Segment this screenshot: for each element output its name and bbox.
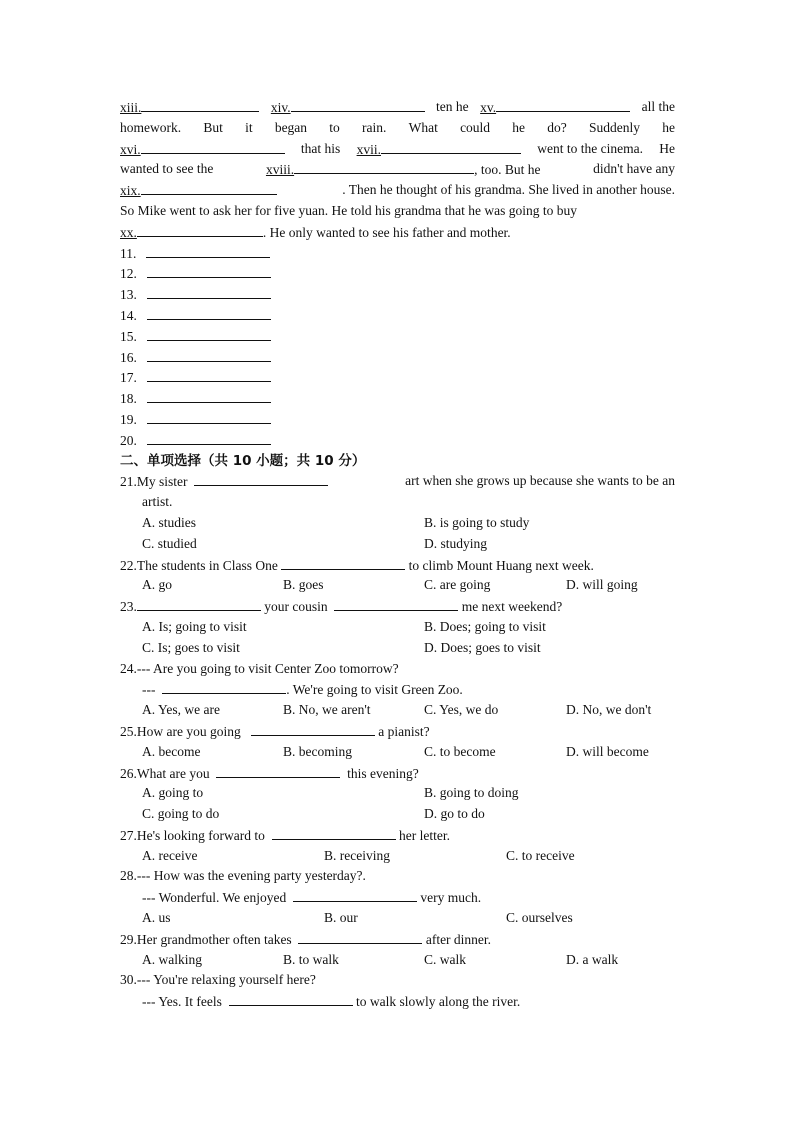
answer-blank[interactable] <box>216 763 340 778</box>
options-23-row-1 <box>120 617 675 638</box>
passage-word: But <box>203 119 223 135</box>
question-text: 29.Her grandmother often takes <box>120 931 292 947</box>
question-23 <box>120 596 675 617</box>
answer-blank[interactable] <box>194 471 328 486</box>
answer-blank[interactable] <box>293 887 417 902</box>
option-a[interactable]: A. become <box>142 743 201 759</box>
answer-blank[interactable] <box>251 721 375 736</box>
option-b[interactable]: B. goes <box>283 577 324 593</box>
option-d[interactable]: D. go to do <box>424 806 485 822</box>
option-b[interactable]: B. No, we aren't <box>283 702 371 718</box>
passage-text: . He only wanted to see his father and mother. <box>262 224 511 240</box>
answer-blank[interactable] <box>229 991 353 1006</box>
question-26 <box>120 763 675 784</box>
option-b[interactable]: B. to walk <box>283 951 339 967</box>
answer-number: 13. <box>120 287 137 303</box>
option-d[interactable]: D. will going <box>566 577 638 593</box>
answer-blank[interactable] <box>334 596 458 611</box>
question-text: 26.What are you <box>120 765 210 781</box>
answer-blank[interactable] <box>147 388 271 403</box>
passage-line-5 <box>120 180 675 201</box>
passage-word: rain. <box>362 119 387 135</box>
question-text: her letter. <box>399 827 451 843</box>
option-c[interactable]: C. walk <box>424 951 466 967</box>
passage-line-7 <box>120 222 675 243</box>
option-a[interactable]: A. Is; going to visit <box>142 618 247 634</box>
question-28-reply <box>120 887 675 908</box>
question-text: 21.My sister <box>120 474 188 490</box>
options-26-row-2 <box>120 804 675 825</box>
passage-text: . Then he thought of his grandma. She lived in another house. <box>342 182 675 198</box>
question-text: a pianist? <box>378 723 430 739</box>
option-d[interactable]: D. No, we don't <box>566 702 652 718</box>
blank-xx[interactable] <box>137 222 263 237</box>
answer-number: 20. <box>120 432 137 448</box>
blank-label-xiii: xiii. <box>120 100 142 115</box>
option-b[interactable]: B. our <box>324 910 358 926</box>
passage-line-3 <box>120 139 675 160</box>
answer-line-18 <box>120 388 675 409</box>
option-a[interactable]: A. walking <box>142 951 202 967</box>
passage-word: Suddenly <box>588 119 640 135</box>
passage-text: He <box>659 140 675 156</box>
option-b[interactable]: B. is going to study <box>424 514 530 530</box>
answer-number: 16. <box>120 349 137 365</box>
blank-xiv[interactable] <box>291 97 425 112</box>
answer-number: 12. <box>120 266 137 282</box>
answer-number: 19. <box>120 411 137 427</box>
option-b[interactable]: B. going to doing <box>424 785 519 801</box>
blank-label-xvii: xvii. <box>356 141 381 157</box>
passage-line-4 <box>120 159 675 180</box>
answer-blank[interactable] <box>147 305 271 320</box>
answer-line-17 <box>120 367 675 388</box>
answer-line-13 <box>120 284 675 305</box>
passage-text: , too. But he <box>474 162 541 178</box>
passage-text: went to the cinema. <box>537 140 643 156</box>
option-a[interactable]: A. studies <box>142 514 196 530</box>
question-text: to walk slowly along the river. <box>356 994 521 1010</box>
options-25 <box>120 742 675 763</box>
answer-line-11 <box>120 243 675 264</box>
worksheet-page <box>120 97 675 1012</box>
answer-blank[interactable] <box>272 825 396 840</box>
passage-text: ten he <box>436 99 469 114</box>
option-c[interactable]: C. ourselves <box>506 910 573 926</box>
answer-number: 15. <box>120 328 137 344</box>
question-25 <box>120 721 675 742</box>
answer-blank[interactable] <box>147 409 271 424</box>
question-text: --- Yes. It feels <box>142 994 222 1010</box>
passage-text: that his <box>300 140 341 156</box>
answer-number: 11. <box>120 245 137 261</box>
blank-xviii[interactable] <box>294 159 474 174</box>
option-a[interactable]: A. Yes, we are <box>142 702 220 718</box>
question-text: your cousin <box>264 599 328 615</box>
option-a[interactable]: A. going to <box>142 785 204 801</box>
option-d[interactable]: D. studying <box>424 535 488 551</box>
passage-word: began <box>274 119 308 135</box>
question-text: to climb Mount Huang next week. <box>408 557 594 573</box>
passage-word: What <box>408 119 438 135</box>
question-text: very much. <box>420 890 482 906</box>
option-c[interactable]: C. to receive <box>506 847 575 863</box>
options-21-row-2 <box>120 534 675 555</box>
blank-label-xviii: xviii. <box>265 162 295 178</box>
question-text: --- <box>142 682 156 698</box>
passage-word: could <box>460 119 491 135</box>
question-text: 22.The students in Class One <box>120 557 278 573</box>
blank-label-xx: xx. <box>120 224 137 240</box>
option-c[interactable]: C. Yes, we do <box>424 702 499 718</box>
answer-blank[interactable] <box>281 555 405 570</box>
option-c[interactable]: C. studied <box>142 535 197 551</box>
options-29 <box>120 950 675 971</box>
passage-word: homework. <box>120 119 182 135</box>
passage-line-2 <box>120 118 675 139</box>
option-a[interactable]: A. receive <box>142 847 198 863</box>
answer-blank[interactable] <box>147 326 271 341</box>
option-c[interactable]: C. are going <box>424 577 491 593</box>
answer-number: 18. <box>120 391 137 407</box>
blank-label-xv: xv. <box>480 100 497 115</box>
question-text: 27.He's looking forward to <box>120 827 265 843</box>
question-21-continued: artist. <box>142 494 173 510</box>
options-28 <box>120 908 675 929</box>
question-21 <box>120 471 675 492</box>
option-a[interactable]: A. us <box>142 910 171 926</box>
question-24: 24.--- Are you going to visit Center Zoo tomorrow? <box>120 660 399 676</box>
answer-blank[interactable] <box>162 679 286 694</box>
blank-label-xvi: xvi. <box>120 141 141 157</box>
question-text: me next weekend? <box>461 599 563 615</box>
options-26-row-1 <box>120 783 675 804</box>
option-b[interactable]: B. Does; going to visit <box>424 618 546 634</box>
blank-xvii[interactable] <box>381 139 521 154</box>
answer-blank[interactable] <box>147 347 271 362</box>
question-22 <box>120 555 675 576</box>
answer-blank[interactable] <box>298 929 422 944</box>
blank-xvi[interactable] <box>141 139 285 154</box>
passage-word: he <box>512 119 526 135</box>
section-heading: 二、单项选择（共 10 小题；共 10 分） <box>120 452 366 469</box>
passage-word: he <box>662 119 675 135</box>
answer-line-20 <box>120 430 675 451</box>
blank-label-xix: xix. <box>120 183 141 199</box>
answer-blank[interactable] <box>147 263 271 278</box>
passage-text: So Mike went to ask her for five yuan. He told his grandma that he was going to buy <box>120 202 578 218</box>
passage-text: didn't have any <box>593 161 675 177</box>
answer-line-15 <box>120 326 675 347</box>
passage-word: do? <box>547 119 567 135</box>
question-text: art when she grows up because she wants to be an <box>405 473 675 489</box>
answer-line-16 <box>120 347 675 368</box>
blank-xix[interactable] <box>141 180 277 195</box>
question-24-reply <box>120 679 675 700</box>
passage-word: to <box>329 119 340 135</box>
answer-blank[interactable] <box>147 430 271 445</box>
question-text: after dinner. <box>425 931 492 947</box>
question-27 <box>120 825 675 846</box>
question-text: 23. <box>120 599 137 615</box>
answer-blank[interactable] <box>147 367 271 382</box>
blank-xv[interactable] <box>496 97 630 112</box>
answer-blank[interactable] <box>146 243 270 258</box>
option-d[interactable]: D. Does; goes to visit <box>424 639 541 655</box>
passage-text: all the <box>641 99 675 114</box>
answer-number: 17. <box>120 370 137 386</box>
options-23-row-2 <box>120 638 675 659</box>
option-c[interactable]: C. going to do <box>142 806 220 822</box>
answer-line-19 <box>120 409 675 430</box>
answer-line-14 <box>120 305 675 326</box>
option-b[interactable]: B. becoming <box>283 743 352 759</box>
blank-xiii[interactable] <box>141 97 259 112</box>
answer-blank[interactable] <box>147 284 271 299</box>
option-d[interactable]: D. will become <box>566 743 649 759</box>
options-27 <box>120 846 675 867</box>
passage-word: it <box>245 119 253 135</box>
question-text: --- Wonderful. We enjoyed <box>142 890 287 906</box>
passage-text: wanted to see the <box>120 161 214 177</box>
option-c[interactable]: C. Is; goes to visit <box>142 639 240 655</box>
option-b[interactable]: B. receiving <box>324 847 390 863</box>
question-30-reply <box>120 991 675 1012</box>
options-24 <box>120 700 675 721</box>
question-30: 30.--- You're relaxing yourself here? <box>120 972 316 988</box>
question-text: 25.How are you going <box>120 723 241 739</box>
passage-line-1 <box>120 97 675 118</box>
answer-number: 14. <box>120 307 137 323</box>
option-a[interactable]: A. go <box>142 577 172 593</box>
question-text: this evening? <box>347 765 419 781</box>
options-21-row-1 <box>120 513 675 534</box>
option-d[interactable]: D. a walk <box>566 951 619 967</box>
answer-line-12 <box>120 263 675 284</box>
answer-blank[interactable] <box>137 596 261 611</box>
question-text: . We're going to visit Green Zoo. <box>286 682 463 698</box>
passage-line-6 <box>120 201 675 222</box>
blank-label-xiv: xiv. <box>270 100 291 115</box>
question-29 <box>120 929 675 950</box>
option-c[interactable]: C. to become <box>424 743 496 759</box>
question-28: 28.--- How was the evening party yesterday?. <box>120 868 366 884</box>
options-22 <box>120 575 675 596</box>
